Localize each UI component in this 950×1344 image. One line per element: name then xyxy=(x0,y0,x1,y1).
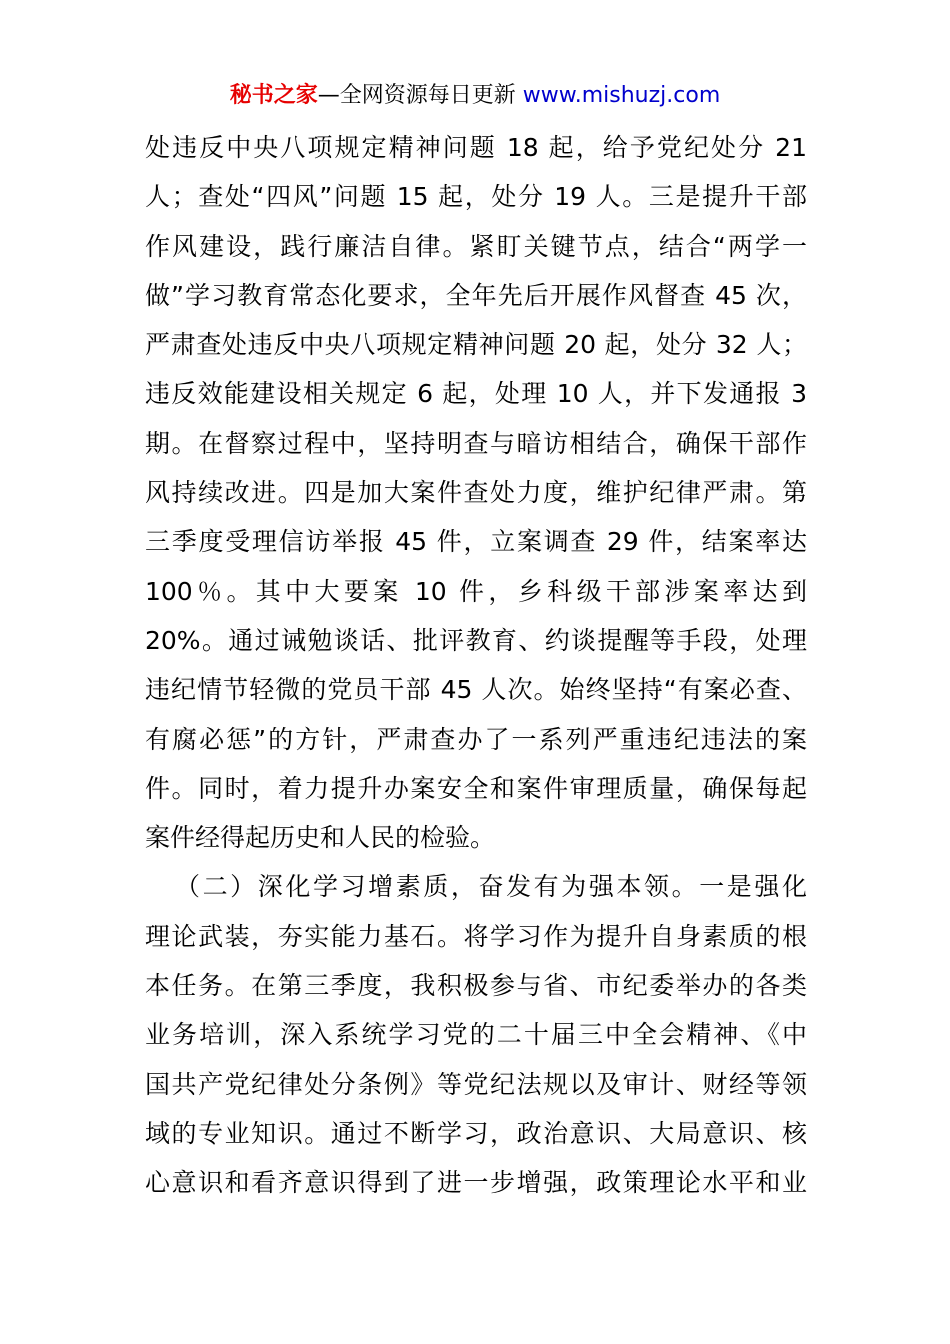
text-line: 域的专业知识。通过不断学习，政治意识、大局意识、核 xyxy=(145,1118,807,1148)
text-line: 处违反中央八项规定精神问题 18 起，给予党纪处分 21 xyxy=(145,133,807,162)
document-body xyxy=(145,123,807,1208)
text-line: 风持续改进。四是加大案件查处力度，维护纪律严肃。第 xyxy=(145,478,807,508)
text-line: 件。同时，着力提升办案安全和案件审理质量，确保每起 xyxy=(145,773,807,803)
text-line: 20%。通过诫勉谈话、批评教育、约谈提醒等手段，处理 xyxy=(145,625,807,655)
text-line: 做”学习教育常态化要求，全年先后开展作风督查 45 次， xyxy=(145,280,807,310)
text-line: 作风建设，践行廉洁自律。紧盯关键节点，结合“两学一 xyxy=(145,231,807,261)
text-line: 严肃查处违反中央八项规定精神问题 20 起，处分 32 人； xyxy=(145,330,807,360)
site-tagline: —全网资源每日更新 xyxy=(317,83,523,108)
text-line: 违反效能建设相关规定 6 起，处理 10 人，并下发通报 3 xyxy=(145,379,807,409)
text-line: 三季度受理信访举报 45 件，立案调查 29 件，结案率达 xyxy=(145,527,807,557)
paragraph-last-line: 案件经得起历史和人民的检验。 xyxy=(145,823,496,853)
text-line: 期。在督察过程中，坚持明查与暗访相结合，确保干部作 xyxy=(145,428,807,458)
text-line: 国共产党纪律处分条例》等党纪法规以及审计、财经等领 xyxy=(145,1069,807,1099)
text-line: 有腐必惩”的方针，严肃查办了一系列严重违纪违法的案 xyxy=(145,724,807,754)
site-name: 秘书之家 xyxy=(229,83,318,108)
text-line: 业务培训，深入系统学习党的二十届三中全会精神、《中 xyxy=(145,1020,807,1050)
text-line: 违纪情节轻微的党员干部 45 人次。始终坚持“有案必查、 xyxy=(145,675,807,705)
text-line: 心意识和看齐意识得到了进一步增强，政策理论水平和业 xyxy=(145,1168,807,1198)
text-line: 本任务。在第三季度，我积极参与省、市纪委举办的各类 xyxy=(145,971,807,1001)
text-line: 100％。其中大要案 10 件，乡科级干部涉案率达到 xyxy=(145,576,807,606)
site-url-link[interactable]: www.mishuzj.com xyxy=(522,83,721,108)
text-line: 人；查处“四风”问题 15 起，处分 19 人。三是提升干部 xyxy=(145,182,807,212)
page-header xyxy=(0,80,950,112)
text-line: 理论武装，夯实能力基石。将学习作为提升自身素质的根 xyxy=(145,921,807,951)
paragraph-first-line: （二）深化学习增素质，奋发有为强本领。一是强化 xyxy=(175,872,807,902)
